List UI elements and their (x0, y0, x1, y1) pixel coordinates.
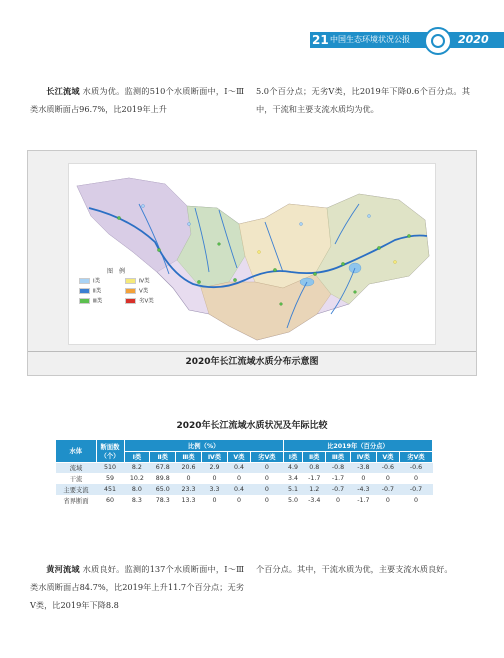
yangtze-text-2: 5.0个百分点；无劣Ⅴ类，比2019年下降0.6个百分点。其中，干流和主要支流水质均为优。 (256, 86, 470, 114)
report-year: 2020 (458, 33, 489, 46)
th-water: 水体 (56, 440, 96, 462)
yellow-paragraph-left (30, 560, 244, 614)
cell-change: 5.0 (283, 495, 302, 506)
th-class: Ⅴ类 (228, 451, 251, 462)
cell-ratio: 0.4 (228, 462, 251, 473)
cell-count: 451 (96, 484, 124, 495)
yangtze-basin-map (68, 163, 436, 345)
th-class: Ⅴ类 (376, 451, 399, 462)
legend-swatch (125, 298, 136, 304)
table-row (56, 462, 433, 473)
cell-ratio: 23.3 (176, 484, 202, 495)
cell-change: -0.7 (399, 484, 432, 495)
cell-ratio: 0 (250, 495, 283, 506)
cell-ratio: 0 (250, 484, 283, 495)
cell-ratio: 65.0 (150, 484, 176, 495)
yangtze-text-1: 水质为优。监测的510个水质断面中，Ⅰ～Ⅲ类水质断面占96.7%，比2019年上升 (30, 86, 244, 114)
report-title: 中国生态环境状况公报 (330, 35, 410, 44)
map-caption: 2020年长江流域水质分布示意图 (185, 357, 319, 367)
cell-change: 0 (350, 473, 376, 484)
cell-change: 0 (376, 473, 399, 484)
table-title: 2020年长江流域水质状况及年际比较 (176, 421, 328, 431)
cell-water-body: 省界断面 (56, 495, 96, 506)
th-class: Ⅲ类 (326, 451, 351, 462)
cell-ratio: 89.8 (150, 473, 176, 484)
th-class: Ⅰ类 (124, 451, 150, 462)
th-class: Ⅰ类 (283, 451, 302, 462)
cell-change: 5.1 (283, 484, 302, 495)
cell-ratio: 0 (201, 473, 227, 484)
legend-item: Ⅰ类 (79, 278, 100, 286)
cell-ratio: 8.0 (124, 484, 150, 495)
legend-item: Ⅲ类 (79, 298, 102, 306)
cell-change: -0.8 (326, 462, 351, 473)
map-legend (79, 266, 169, 326)
legend-swatch (79, 288, 90, 294)
legend-swatch (79, 298, 90, 304)
cell-change: 0.8 (303, 462, 326, 473)
cell-change: -1.7 (303, 473, 326, 484)
cell-change: 0 (399, 473, 432, 484)
cell-change: 3.4 (283, 473, 302, 484)
cell-change: -3.8 (350, 462, 376, 473)
cell-ratio: 0 (228, 473, 251, 484)
cell-change: -3.4 (303, 495, 326, 506)
yangtze-paragraph-right (256, 82, 470, 118)
header-circle-icon (424, 27, 452, 55)
legend-item: Ⅳ类 (125, 278, 150, 286)
cell-ratio: 20.6 (176, 462, 202, 473)
cell-change: -4.3 (350, 484, 376, 495)
cell-change: 4.9 (283, 462, 302, 473)
cell-ratio: 10.2 (124, 473, 150, 484)
yellow-lead: 黄河流域 (46, 564, 80, 574)
th-class: 劣Ⅴ类 (399, 451, 432, 462)
table-row (56, 495, 433, 506)
th-class: Ⅳ类 (350, 451, 376, 462)
table-row (56, 484, 433, 495)
cell-change: -0.6 (376, 462, 399, 473)
legend-title: 图 例 (107, 268, 126, 275)
water-quality-table (56, 440, 433, 506)
legend-swatch (125, 278, 136, 284)
th-class: Ⅳ类 (201, 451, 227, 462)
cell-change: 1.2 (303, 484, 326, 495)
cell-change: -1.7 (326, 473, 351, 484)
legend-swatch (79, 278, 90, 284)
cell-change: -0.7 (326, 484, 351, 495)
yangtze-paragraph-left (30, 82, 244, 118)
page-header (0, 30, 504, 54)
cell-count: 60 (96, 495, 124, 506)
cell-ratio: 0 (250, 473, 283, 484)
cell-ratio: 0 (228, 495, 251, 506)
page-number: 21 (312, 33, 329, 47)
cell-ratio: 0 (201, 495, 227, 506)
th-count: 断面数（个） (96, 440, 124, 462)
legend-item: 劣Ⅴ类 (125, 298, 154, 306)
yellow-text-1: 水质良好。监测的137个水质断面中，Ⅰ～Ⅲ类水质断面占84.7%，比2019年上升11.7个百分点；无劣Ⅴ类，比2019年下降8.8 (30, 564, 244, 610)
th-change: 比2019年（百分点） (283, 440, 432, 451)
table-row (56, 473, 433, 484)
cell-change: 0 (399, 495, 432, 506)
cell-ratio: 13.3 (176, 495, 202, 506)
yellow-paragraph-right (256, 560, 470, 578)
cell-ratio: 2.9 (201, 462, 227, 473)
region-west (77, 178, 191, 272)
th-class: Ⅱ类 (150, 451, 176, 462)
th-class: Ⅱ类 (303, 451, 326, 462)
th-ratio: 比例（%） (124, 440, 283, 451)
cell-ratio: 0 (176, 473, 202, 484)
cell-ratio: 0 (250, 462, 283, 473)
cell-ratio: 3.3 (201, 484, 227, 495)
cell-change: -0.6 (399, 462, 432, 473)
cell-change: -0.7 (376, 484, 399, 495)
cell-change: 0 (376, 495, 399, 506)
cell-count: 59 (96, 473, 124, 484)
legend-item: Ⅴ类 (125, 288, 148, 296)
table-body (56, 462, 433, 506)
yangtze-lead: 长江流域 (46, 86, 80, 96)
cell-ratio: 8.3 (124, 495, 150, 506)
legend-item: Ⅱ类 (79, 288, 101, 296)
cell-ratio: 8.2 (124, 462, 150, 473)
yellow-text-2: 个百分点。其中，干流水质为优，主要支流水质良好。 (256, 564, 453, 574)
cell-water-body: 流域 (56, 462, 96, 473)
th-class: Ⅲ类 (176, 451, 202, 462)
cell-change: 0 (326, 495, 351, 506)
yangtze-map-figure (27, 150, 477, 376)
th-class: 劣Ⅴ类 (250, 451, 283, 462)
cell-water-body: 主要支流 (56, 484, 96, 495)
cell-count: 510 (96, 462, 124, 473)
region-lower (315, 194, 429, 304)
cell-ratio: 0.4 (228, 484, 251, 495)
cell-ratio: 67.8 (150, 462, 176, 473)
cell-ratio: 78.3 (150, 495, 176, 506)
cell-change: -1.7 (350, 495, 376, 506)
legend-swatch (125, 288, 136, 294)
caption-divider (28, 351, 476, 352)
cell-water-body: 干流 (56, 473, 96, 484)
